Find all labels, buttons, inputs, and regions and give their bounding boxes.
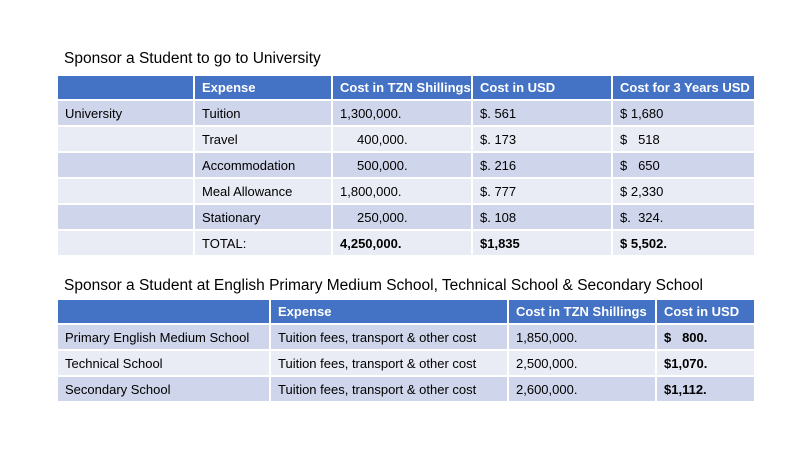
schools-cost-table	[58, 300, 754, 401]
table-cell: $. 108	[472, 204, 612, 230]
table-cell: Meal Allowance	[194, 178, 332, 204]
total-cell: 4,250,000.	[332, 230, 472, 255]
table-row	[58, 350, 754, 376]
table-cell: 1,800,000.	[332, 178, 472, 204]
table-cell: $. 561	[472, 100, 612, 126]
total-cell: $1,835	[472, 230, 612, 255]
table-cell: Tuition fees, transport & other cost	[270, 324, 508, 350]
table-cell: Technical School	[58, 350, 270, 376]
table-cell: 400,000.	[332, 126, 472, 152]
section-title-university: Sponsor a Student to go to University	[64, 50, 321, 67]
table-row	[58, 152, 754, 178]
table-cell: $1,070.	[656, 350, 754, 376]
table-cell: Secondary School	[58, 376, 270, 401]
table-cell: Primary English Medium School	[58, 324, 270, 350]
table-cell: Tuition	[194, 100, 332, 126]
table-cell: Tuition fees, transport & other cost	[270, 376, 508, 401]
table-row	[58, 376, 754, 401]
table-cell: $. 173	[472, 126, 612, 152]
header-cell: Cost in USD	[656, 300, 754, 324]
table-row	[58, 126, 754, 152]
header-cell: Cost in TZN Shillings	[332, 76, 472, 100]
table-cell	[58, 126, 194, 152]
table-cell	[58, 230, 194, 255]
table-row	[58, 204, 754, 230]
table-cell	[58, 152, 194, 178]
table-cell: $. 777	[472, 178, 612, 204]
section-title-schools: Sponsor a Student at English Primary Medium School, Technical School & Secondary School	[64, 277, 704, 294]
table-row-total	[58, 230, 754, 255]
table-cell: Accommodation	[194, 152, 332, 178]
table-row	[58, 324, 754, 350]
table-cell: $ 650	[612, 152, 754, 178]
table-cell: Travel	[194, 126, 332, 152]
table-cell: $ 800.	[656, 324, 754, 350]
table-cell: $. 216	[472, 152, 612, 178]
table-cell: 1,300,000.	[332, 100, 472, 126]
table-header-row	[58, 300, 754, 324]
table-cell: University	[58, 100, 194, 126]
table-cell: $ 1,680	[612, 100, 754, 126]
header-cell: Cost in TZN Shillings	[508, 300, 656, 324]
table-cell: TOTAL:	[194, 230, 332, 255]
table-cell: 500,000.	[332, 152, 472, 178]
table-cell: $. 324.	[612, 204, 754, 230]
table-cell	[58, 178, 194, 204]
header-cell: Cost in USD	[472, 76, 612, 100]
header-cell: Cost for 3 Years USD	[612, 76, 754, 100]
table-cell: 1,850,000.	[508, 324, 656, 350]
header-cell	[58, 76, 194, 100]
table-row	[58, 100, 754, 126]
table-header-row	[58, 76, 754, 100]
table-cell: Stationary	[194, 204, 332, 230]
table-row	[58, 178, 754, 204]
header-cell: Expense	[194, 76, 332, 100]
header-cell	[58, 300, 270, 324]
table-cell: Tuition fees, transport & other cost	[270, 350, 508, 376]
table-cell: $ 2,330	[612, 178, 754, 204]
table-cell: 2,500,000.	[508, 350, 656, 376]
university-cost-table	[58, 76, 754, 255]
table-cell: 2,600,000.	[508, 376, 656, 401]
table-cell: $1,112.	[656, 376, 754, 401]
total-cell: $ 5,502.	[612, 230, 754, 255]
header-cell: Expense	[270, 300, 508, 324]
table-cell	[58, 204, 194, 230]
table-cell: $ 518	[612, 126, 754, 152]
table-cell: 250,000.	[332, 204, 472, 230]
